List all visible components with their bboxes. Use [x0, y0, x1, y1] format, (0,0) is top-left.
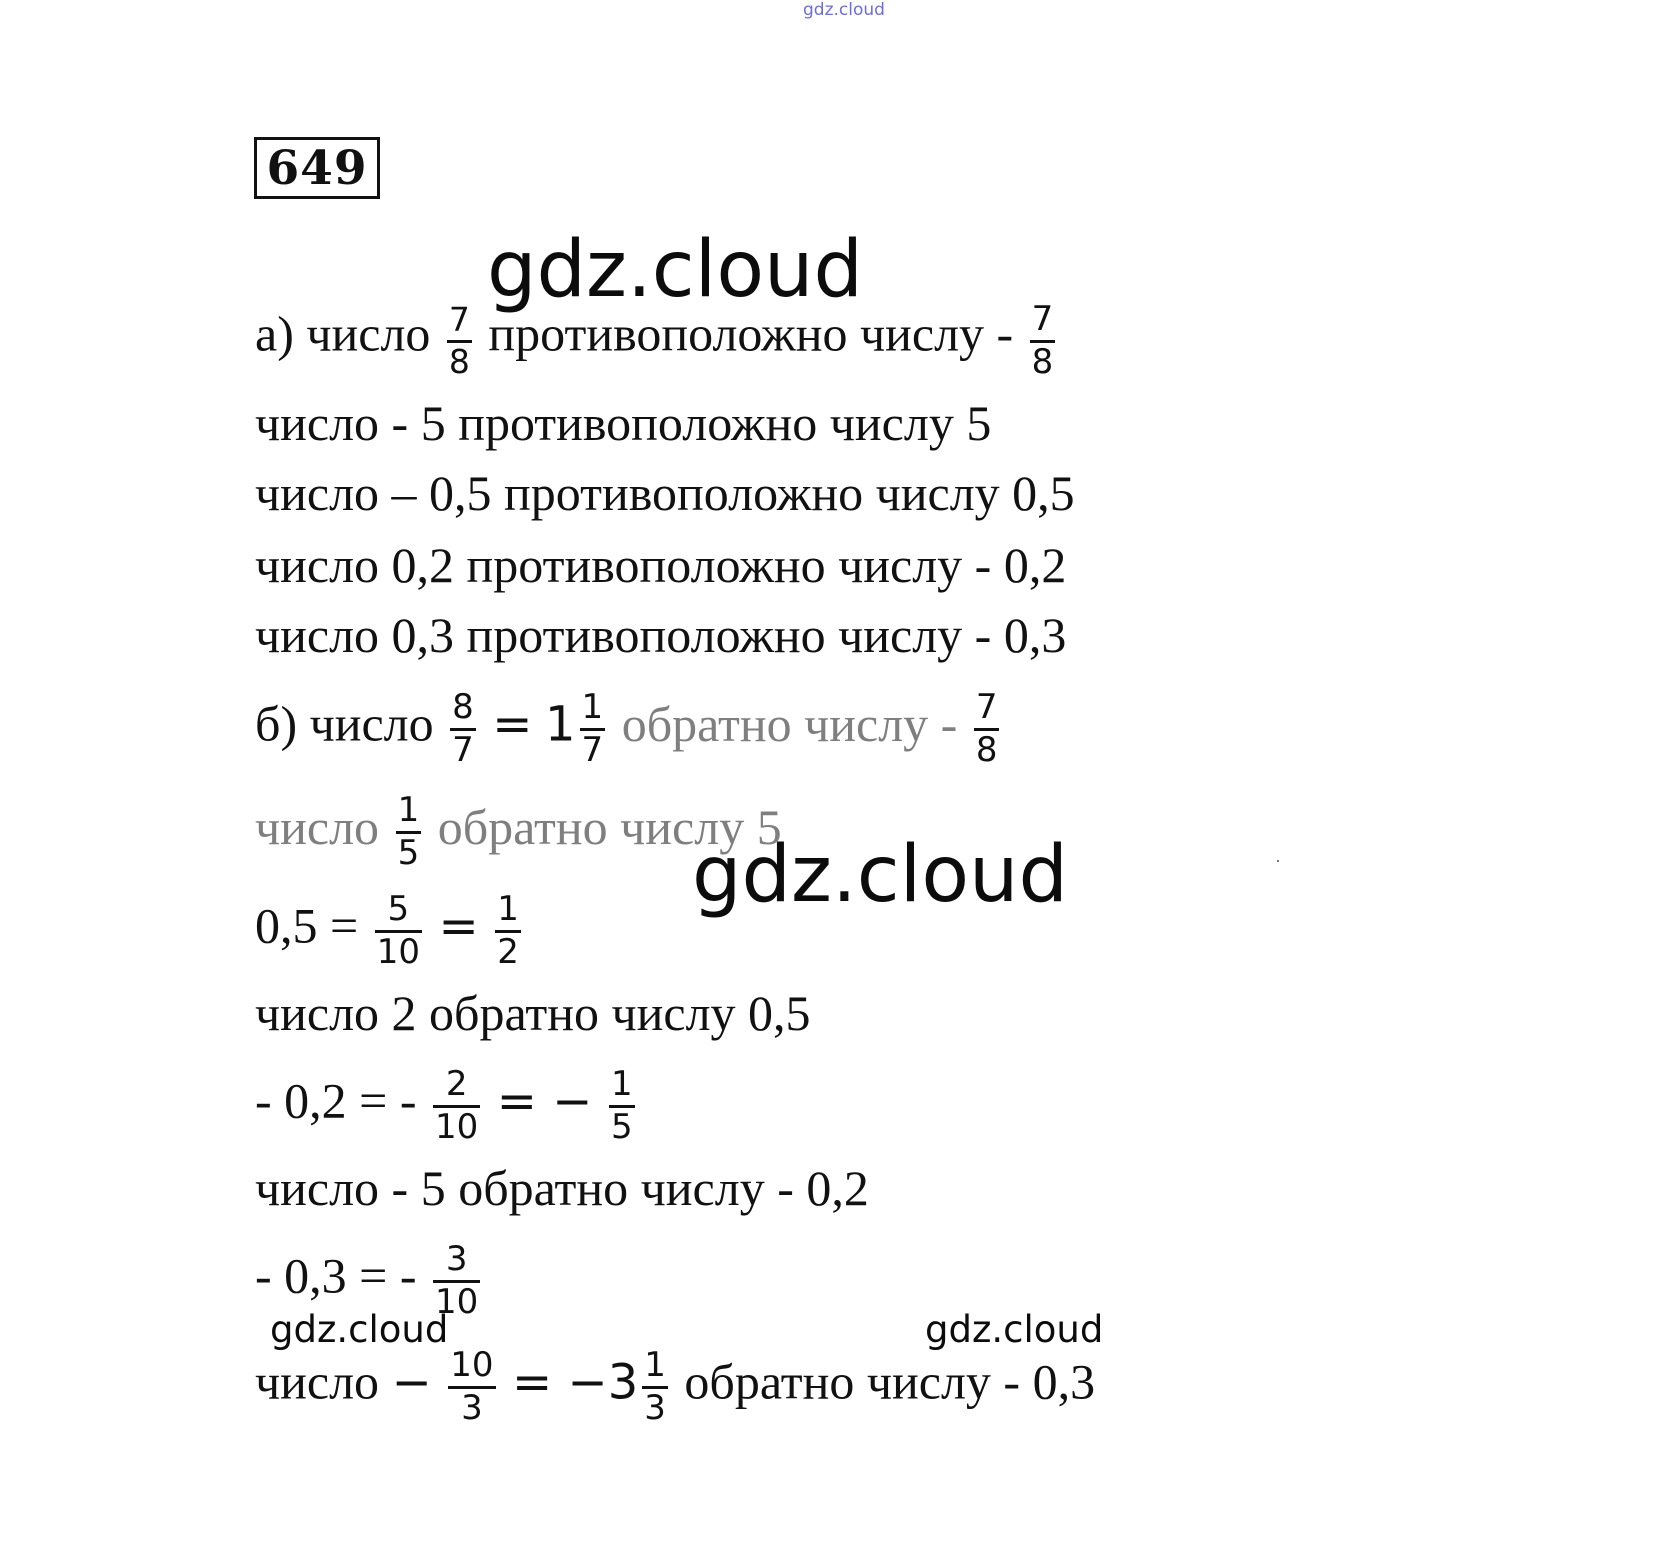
fraction-numerator: 7: [1031, 299, 1054, 339]
fraction: [974, 687, 1000, 770]
watermark-4: gdz.cloud: [925, 1308, 1104, 1351]
equals-sign: =: [492, 696, 533, 753]
equals-minus-three: = −3: [512, 1354, 639, 1411]
task-number-box: 649: [254, 137, 380, 199]
line-a-middle: противоположно числу -: [488, 305, 1014, 362]
line-7-suffix: обратно числу 5: [437, 798, 782, 855]
line-3: число – 0,5 противоположно числу 0,5: [255, 465, 1075, 521]
fraction: [447, 300, 472, 381]
fraction-numerator: 3: [445, 1239, 468, 1279]
line-b: [255, 687, 1003, 770]
fraction-denominator: 10: [435, 1106, 479, 1147]
line-4: число 0,2 противоположно числу - 0,2: [255, 537, 1067, 593]
equals-sign: =: [438, 898, 479, 955]
line-2: число - 5 противоположно числу 5: [255, 395, 992, 451]
fraction-numerator: 10: [450, 1345, 494, 1385]
minus-sign: −: [391, 1354, 432, 1411]
fraction-denominator: 2: [497, 931, 519, 972]
fraction-numerator: 5: [387, 889, 410, 929]
speck: [1277, 860, 1279, 862]
fraction-denominator: 3: [448, 1386, 495, 1427]
line-10: [255, 1064, 639, 1147]
fraction-denominator: 8: [1031, 341, 1054, 382]
fraction-numerator: 7: [448, 300, 470, 340]
fraction: [495, 889, 521, 972]
fraction: [396, 790, 422, 873]
fraction-denominator: 5: [610, 1106, 633, 1147]
fraction-numerator: 1: [610, 1064, 633, 1104]
fraction-denominator: 7: [581, 729, 604, 770]
watermark-1: gdz.cloud: [487, 225, 863, 315]
fraction-denominator: 8: [975, 729, 998, 770]
fraction-numerator: 1: [644, 1345, 666, 1385]
fraction-numerator: 1: [497, 889, 519, 929]
line-7-prefix: число: [255, 798, 380, 855]
fraction: [448, 1345, 495, 1428]
line-12-prefix: - 0,3 = -: [255, 1247, 417, 1304]
line-b-prefix: б) число: [255, 695, 434, 752]
fraction: [642, 1345, 668, 1428]
fraction: [580, 687, 606, 770]
fraction-denominator: 10: [376, 931, 420, 972]
fraction-numerator: 7: [975, 687, 998, 727]
fraction-denominator: 8: [448, 341, 470, 381]
watermark-3: gdz.cloud: [270, 1308, 449, 1351]
line-10-prefix: - 0,2 = -: [255, 1072, 417, 1129]
fraction-denominator: 5: [397, 832, 420, 873]
fraction: [433, 1064, 480, 1147]
fraction-denominator: 10: [435, 1281, 479, 1322]
fraction-denominator: 7: [452, 729, 474, 770]
fraction-denominator: 3: [644, 1387, 666, 1428]
line-8: [255, 889, 525, 972]
line-5: число 0,3 противоположно числу - 0,3: [255, 607, 1067, 663]
fraction-numerator: 2: [445, 1064, 468, 1104]
fraction-numerator: 8: [452, 687, 474, 727]
line-13-prefix: число: [255, 1353, 380, 1410]
line-8-prefix: 0,5 =: [255, 897, 359, 954]
fraction: [609, 1064, 635, 1147]
line-12: [255, 1239, 484, 1322]
fraction: [375, 889, 422, 972]
fraction: [1030, 299, 1056, 382]
watermark-2: gdz.cloud: [692, 830, 1068, 920]
line-9: число 2 обратно числу 0,5: [255, 985, 811, 1041]
line-11: число - 5 обратно числу - 0,2: [255, 1160, 869, 1216]
top-watermark: gdz.cloud: [803, 0, 885, 20]
fraction-numerator: 1: [581, 687, 604, 727]
whole-part: 1: [545, 696, 576, 753]
line-a-prefix: а) число: [255, 305, 431, 362]
line-13-suffix: обратно числу - 0,3: [684, 1353, 1096, 1410]
fraction: [450, 687, 476, 770]
line-13: [255, 1345, 1096, 1428]
equals-minus: = −: [496, 1073, 593, 1130]
fraction-numerator: 1: [397, 790, 420, 830]
line-b-middle: обратно числу -: [621, 695, 958, 752]
